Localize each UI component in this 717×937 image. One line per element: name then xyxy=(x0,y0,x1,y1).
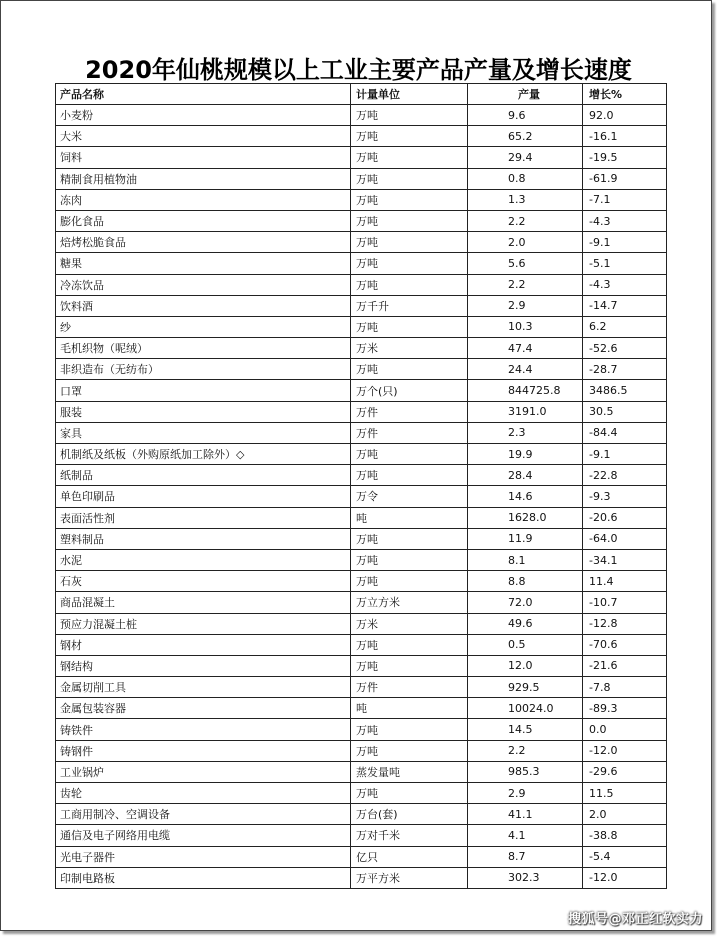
output-cell: 2.9 xyxy=(468,295,583,316)
unit-cell: 万吨 xyxy=(351,571,468,592)
product-name-cell: 齿轮 xyxy=(56,783,351,804)
growth-cell: 2.0 xyxy=(583,804,667,825)
table-row xyxy=(56,253,667,274)
output-cell: 28.4 xyxy=(468,465,583,486)
output-cell: 47.4 xyxy=(468,338,583,359)
table-row xyxy=(56,232,667,253)
growth-cell: -7.1 xyxy=(583,189,667,210)
growth-cell: -4.3 xyxy=(583,274,667,295)
table-row xyxy=(56,105,667,126)
growth-cell: -89.3 xyxy=(583,698,667,719)
unit-cell: 万吨 xyxy=(351,253,468,274)
unit-cell: 吨 xyxy=(351,698,468,719)
output-cell: 1628.0 xyxy=(468,507,583,528)
output-cell: 2.2 xyxy=(468,210,583,231)
product-name-cell: 工商用制冷、空调设备 xyxy=(56,804,351,825)
product-name-cell: 铸铁件 xyxy=(56,719,351,740)
output-cell: 41.1 xyxy=(468,804,583,825)
output-cell: 0.5 xyxy=(468,634,583,655)
unit-cell: 万台(套) xyxy=(351,804,468,825)
product-name-cell: 饮料酒 xyxy=(56,295,351,316)
unit-cell: 万个(只) xyxy=(351,380,468,401)
header-growth: 增长% xyxy=(583,84,667,105)
unit-cell: 蒸发量吨 xyxy=(351,761,468,782)
growth-cell: 30.5 xyxy=(583,401,667,422)
product-name-cell: 非织造布（无纺布） xyxy=(56,359,351,380)
growth-cell: -12.0 xyxy=(583,867,667,888)
product-name-cell: 光电子器件 xyxy=(56,846,351,867)
output-cell: 2.9 xyxy=(468,783,583,804)
output-cell: 19.9 xyxy=(468,444,583,465)
product-name-cell: 钢材 xyxy=(56,634,351,655)
output-cell: 24.4 xyxy=(468,359,583,380)
growth-cell: -70.6 xyxy=(583,634,667,655)
table-row xyxy=(56,698,667,719)
table-row xyxy=(56,719,667,740)
table-row xyxy=(56,867,667,888)
unit-cell: 万吨 xyxy=(351,465,468,486)
unit-cell: 亿只 xyxy=(351,846,468,867)
growth-cell: -12.8 xyxy=(583,613,667,634)
product-name-cell: 糖果 xyxy=(56,253,351,274)
output-cell: 0.8 xyxy=(468,168,583,189)
growth-cell: -5.1 xyxy=(583,253,667,274)
production-table xyxy=(55,83,667,889)
product-name-cell: 水泥 xyxy=(56,549,351,570)
output-cell: 844725.8 xyxy=(468,380,583,401)
product-name-cell: 机制纸及纸板（外购原纸加工除外）◇ xyxy=(56,444,351,465)
growth-cell: -14.7 xyxy=(583,295,667,316)
unit-cell: 万件 xyxy=(351,401,468,422)
growth-cell: 11.5 xyxy=(583,783,667,804)
unit-cell: 万吨 xyxy=(351,359,468,380)
header-product-name: 产品名称 xyxy=(56,84,351,105)
output-cell: 29.4 xyxy=(468,147,583,168)
unit-cell: 万令 xyxy=(351,486,468,507)
product-name-cell: 家具 xyxy=(56,422,351,443)
table-row xyxy=(56,783,667,804)
unit-cell: 万件 xyxy=(351,677,468,698)
output-cell: 8.8 xyxy=(468,571,583,592)
table-row xyxy=(56,401,667,422)
growth-cell: -7.8 xyxy=(583,677,667,698)
unit-cell: 万吨 xyxy=(351,719,468,740)
output-cell: 49.6 xyxy=(468,613,583,634)
growth-cell: 11.4 xyxy=(583,571,667,592)
growth-cell: -16.1 xyxy=(583,126,667,147)
unit-cell: 万吨 xyxy=(351,549,468,570)
header-output: 产量 xyxy=(468,84,583,105)
table-row xyxy=(56,422,667,443)
output-cell: 12.0 xyxy=(468,655,583,676)
unit-cell: 万立方米 xyxy=(351,592,468,613)
output-cell: 2.2 xyxy=(468,274,583,295)
growth-cell: -21.6 xyxy=(583,655,667,676)
growth-cell: -64.0 xyxy=(583,528,667,549)
growth-cell: -12.0 xyxy=(583,740,667,761)
output-cell: 5.6 xyxy=(468,253,583,274)
unit-cell: 万吨 xyxy=(351,316,468,337)
table-row xyxy=(56,126,667,147)
table-row xyxy=(56,168,667,189)
watermark: 搜狐号@邓正红软实力 xyxy=(567,912,703,927)
product-name-cell: 毛机织物（呢绒） xyxy=(56,338,351,359)
table-row xyxy=(56,507,667,528)
product-name-cell: 单色印刷品 xyxy=(56,486,351,507)
growth-cell: -28.7 xyxy=(583,359,667,380)
growth-cell: -38.8 xyxy=(583,825,667,846)
growth-cell: -4.3 xyxy=(583,210,667,231)
table-row xyxy=(56,634,667,655)
unit-cell: 万吨 xyxy=(351,740,468,761)
output-cell: 10.3 xyxy=(468,316,583,337)
output-cell: 1.3 xyxy=(468,189,583,210)
table-header-row xyxy=(56,84,667,105)
table-row xyxy=(56,189,667,210)
unit-cell: 万对千米 xyxy=(351,825,468,846)
table-row xyxy=(56,846,667,867)
growth-cell: -9.1 xyxy=(583,232,667,253)
table-row xyxy=(56,655,667,676)
growth-cell: -10.7 xyxy=(583,592,667,613)
growth-cell: -52.6 xyxy=(583,338,667,359)
table-row xyxy=(56,295,667,316)
unit-cell: 万件 xyxy=(351,422,468,443)
product-name-cell: 小麦粉 xyxy=(56,105,351,126)
product-name-cell: 通信及电子网络用电缆 xyxy=(56,825,351,846)
product-name-cell: 饲料 xyxy=(56,147,351,168)
product-name-cell: 冻肉 xyxy=(56,189,351,210)
unit-cell: 万吨 xyxy=(351,126,468,147)
table-row xyxy=(56,210,667,231)
product-name-cell: 纸制品 xyxy=(56,465,351,486)
growth-cell: -34.1 xyxy=(583,549,667,570)
growth-cell: 92.0 xyxy=(583,105,667,126)
product-name-cell: 大米 xyxy=(56,126,351,147)
unit-cell: 万吨 xyxy=(351,168,468,189)
unit-cell: 万吨 xyxy=(351,147,468,168)
unit-cell: 万吨 xyxy=(351,528,468,549)
product-name-cell: 焙烤松脆食品 xyxy=(56,232,351,253)
table-body xyxy=(56,105,667,889)
output-cell: 3191.0 xyxy=(468,401,583,422)
unit-cell: 吨 xyxy=(351,507,468,528)
growth-cell: -61.9 xyxy=(583,168,667,189)
table-row xyxy=(56,613,667,634)
product-name-cell: 金属包装容器 xyxy=(56,698,351,719)
table-row xyxy=(56,761,667,782)
unit-cell: 万吨 xyxy=(351,210,468,231)
unit-cell: 万吨 xyxy=(351,783,468,804)
product-name-cell: 塑料制品 xyxy=(56,528,351,549)
output-cell: 2.2 xyxy=(468,740,583,761)
table-row xyxy=(56,528,667,549)
table-row xyxy=(56,274,667,295)
unit-cell: 万吨 xyxy=(351,274,468,295)
unit-cell: 万米 xyxy=(351,613,468,634)
header-unit: 计量单位 xyxy=(351,84,468,105)
product-name-cell: 商品混凝土 xyxy=(56,592,351,613)
growth-cell: -84.4 xyxy=(583,422,667,443)
output-cell: 10024.0 xyxy=(468,698,583,719)
unit-cell: 万吨 xyxy=(351,655,468,676)
output-cell: 4.1 xyxy=(468,825,583,846)
product-name-cell: 工业锅炉 xyxy=(56,761,351,782)
product-name-cell: 预应力混凝土桩 xyxy=(56,613,351,634)
unit-cell: 万吨 xyxy=(351,105,468,126)
product-name-cell: 精制食用植物油 xyxy=(56,168,351,189)
output-cell: 11.9 xyxy=(468,528,583,549)
growth-cell: 3486.5 xyxy=(583,380,667,401)
page-title: 2020年仙桃规模以上工业主要产品产量及增长速度 xyxy=(85,56,632,84)
table-row xyxy=(56,677,667,698)
growth-cell: -20.6 xyxy=(583,507,667,528)
unit-cell: 万吨 xyxy=(351,232,468,253)
product-name-cell: 钢结构 xyxy=(56,655,351,676)
product-name-cell: 铸钢件 xyxy=(56,740,351,761)
table-row xyxy=(56,338,667,359)
table-row xyxy=(56,804,667,825)
table-row xyxy=(56,825,667,846)
output-cell: 9.6 xyxy=(468,105,583,126)
growth-cell: -9.1 xyxy=(583,444,667,465)
product-name-cell: 印制电路板 xyxy=(56,867,351,888)
output-cell: 65.2 xyxy=(468,126,583,147)
growth-cell: -22.8 xyxy=(583,465,667,486)
growth-cell: -19.5 xyxy=(583,147,667,168)
product-name-cell: 服装 xyxy=(56,401,351,422)
unit-cell: 万米 xyxy=(351,338,468,359)
growth-cell: -29.6 xyxy=(583,761,667,782)
output-cell: 302.3 xyxy=(468,867,583,888)
output-cell: 14.6 xyxy=(468,486,583,507)
growth-cell: -9.3 xyxy=(583,486,667,507)
growth-cell: 6.2 xyxy=(583,316,667,337)
product-name-cell: 金属切削工具 xyxy=(56,677,351,698)
table-row xyxy=(56,549,667,570)
growth-cell: 0.0 xyxy=(583,719,667,740)
output-cell: 72.0 xyxy=(468,592,583,613)
table-row xyxy=(56,359,667,380)
output-cell: 8.7 xyxy=(468,846,583,867)
output-cell: 14.5 xyxy=(468,719,583,740)
growth-cell: -5.4 xyxy=(583,846,667,867)
output-cell: 2.0 xyxy=(468,232,583,253)
table-row xyxy=(56,444,667,465)
unit-cell: 万千升 xyxy=(351,295,468,316)
table-row xyxy=(56,465,667,486)
unit-cell: 万吨 xyxy=(351,634,468,655)
unit-cell: 万平方米 xyxy=(351,867,468,888)
table-row xyxy=(56,571,667,592)
output-cell: 2.3 xyxy=(468,422,583,443)
product-name-cell: 纱 xyxy=(56,316,351,337)
product-name-cell: 表面活性剂 xyxy=(56,507,351,528)
table-row xyxy=(56,316,667,337)
product-name-cell: 口罩 xyxy=(56,380,351,401)
table-row xyxy=(56,592,667,613)
output-cell: 985.3 xyxy=(468,761,583,782)
unit-cell: 万吨 xyxy=(351,444,468,465)
output-cell: 8.1 xyxy=(468,549,583,570)
table-row xyxy=(56,147,667,168)
output-cell: 929.5 xyxy=(468,677,583,698)
unit-cell: 万吨 xyxy=(351,189,468,210)
table-row xyxy=(56,380,667,401)
table-row xyxy=(56,486,667,507)
product-name-cell: 冷冻饮品 xyxy=(56,274,351,295)
product-name-cell: 石灰 xyxy=(56,571,351,592)
table-row xyxy=(56,740,667,761)
product-name-cell: 膨化食品 xyxy=(56,210,351,231)
